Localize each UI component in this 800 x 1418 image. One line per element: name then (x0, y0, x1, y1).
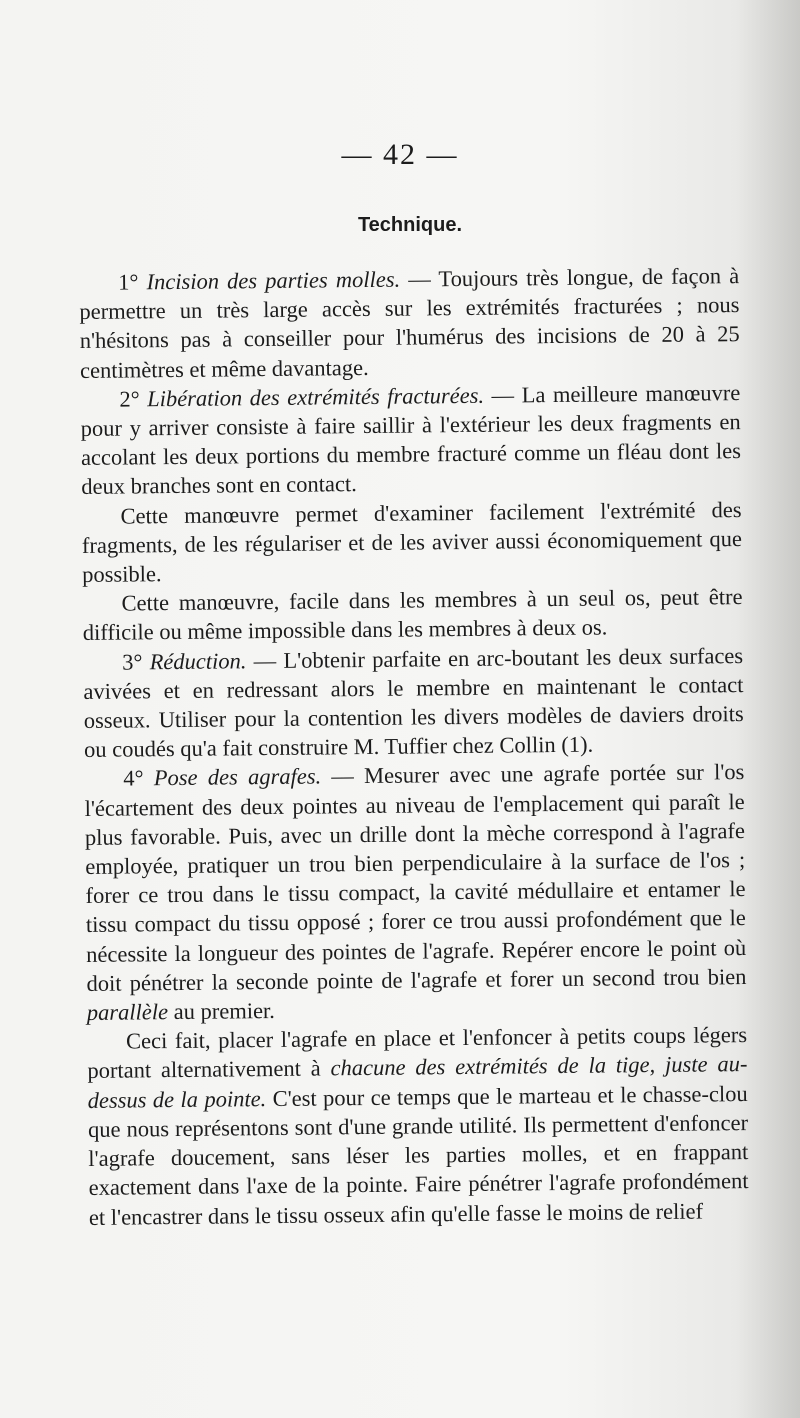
paragraph-ceci-fait (87, 1020, 749, 1231)
paragraph-reduction (83, 641, 744, 765)
emphasis-text: parallèle (86, 999, 169, 1026)
item-number: 1° (118, 269, 147, 295)
section-title: Technique. (357, 214, 463, 236)
paragraph-text: — Toujours très longue, de façon à permettre un très large accès sur les extrémités fracturées ; nous n'hésitons pas à conseiller pour l'humérus des incisions de 20 à 25 centimètres et même davantage. (79, 263, 740, 383)
item-title: Pose des agrafes. (153, 763, 322, 791)
paragraph-manoeuvre-2: Cette manœuvre, facile dans les membres à un seul os, peut être difficile ou même impossible dans les membres à deux os. (82, 584, 743, 646)
item-number: 3° (121, 648, 150, 675)
item-title: Libération des extrémités fracturées. (147, 382, 485, 412)
item-number: 4° (123, 765, 154, 792)
item-title: Réduction. (149, 647, 247, 674)
paragraph-text: C'est pour ce temps que le marteau et le chasse-clou que nous représentons sont d'une grande utilité. Ils permettent d'enfoncer l'agrafe doucement, sans léser les parties molles, et en frappant exactement dans l'axe de la pointe. Faire pénétrer l'agrafe profondément et l'encastrer dans le tissu osseux afin qu'elle fasse le moins de relief (87, 1080, 749, 1230)
body-text (79, 261, 749, 1232)
emphasis-text: chacune des extrémités de la tige, juste au-dessus de la pointe. (87, 1051, 748, 1113)
page-number: — 42 — (341, 138, 459, 171)
paragraph-manoeuvre-1: Cette manœuvre permet d'examiner facilement l'extrémité des fragments, de les régulariser et de les aviver aussi économiquement que possible. (81, 496, 742, 588)
paragraph-text: — La meilleure manœuvre pour y arriver consiste à faire saillir à l'extérieur les deux fragments en accolant les deux portions du membre fracturé comme un fléau dont les deux branches sont en contact. (80, 379, 742, 500)
paragraph-pose-agrafes (84, 758, 747, 1028)
item-title: Incision des parties molles. (146, 266, 401, 295)
paragraph-text: au premier. (167, 998, 275, 1025)
item-number: 2° (119, 386, 148, 412)
paragraph-text: — L'obtenir parfaite en arc-boutant les deux surfaces avivées et en redressant alors le membre en maintenant le contact osseux. Utiliser pour la contention les divers modèles de daviers droits ou coudés qu'a fait construire M. Tuffier chez Collin (1). (83, 642, 744, 763)
paragraph-liberation (80, 378, 741, 502)
paragraph-incision (79, 261, 740, 385)
paragraph-text: Ceci fait, placer l'agrafe en place et l'enfoncer à petits coups légers portant alternativement à (87, 1022, 748, 1084)
paragraph-text: — Mesurer avec une agrafe portée sur l'os l'écartement des deux pointes au niveau de l'emplacement qui paraît le plus favorable. Puis, avec un drille dont la mèche correspond à l'agrafe employée, pratiquer un trou bien perpendiculaire à la surface de l'os ; forer ce trou dans le tissu compact, la cavité médullaire et entamer le tissu compact du tissu opposé ; forer ce trou aussi profondément que le nécessite la longueur des pointes de l'agrafe. Repérer encore le point où doit pénétrer la seconde pointe de l'agrafe et forer un second trou bien (84, 759, 747, 996)
